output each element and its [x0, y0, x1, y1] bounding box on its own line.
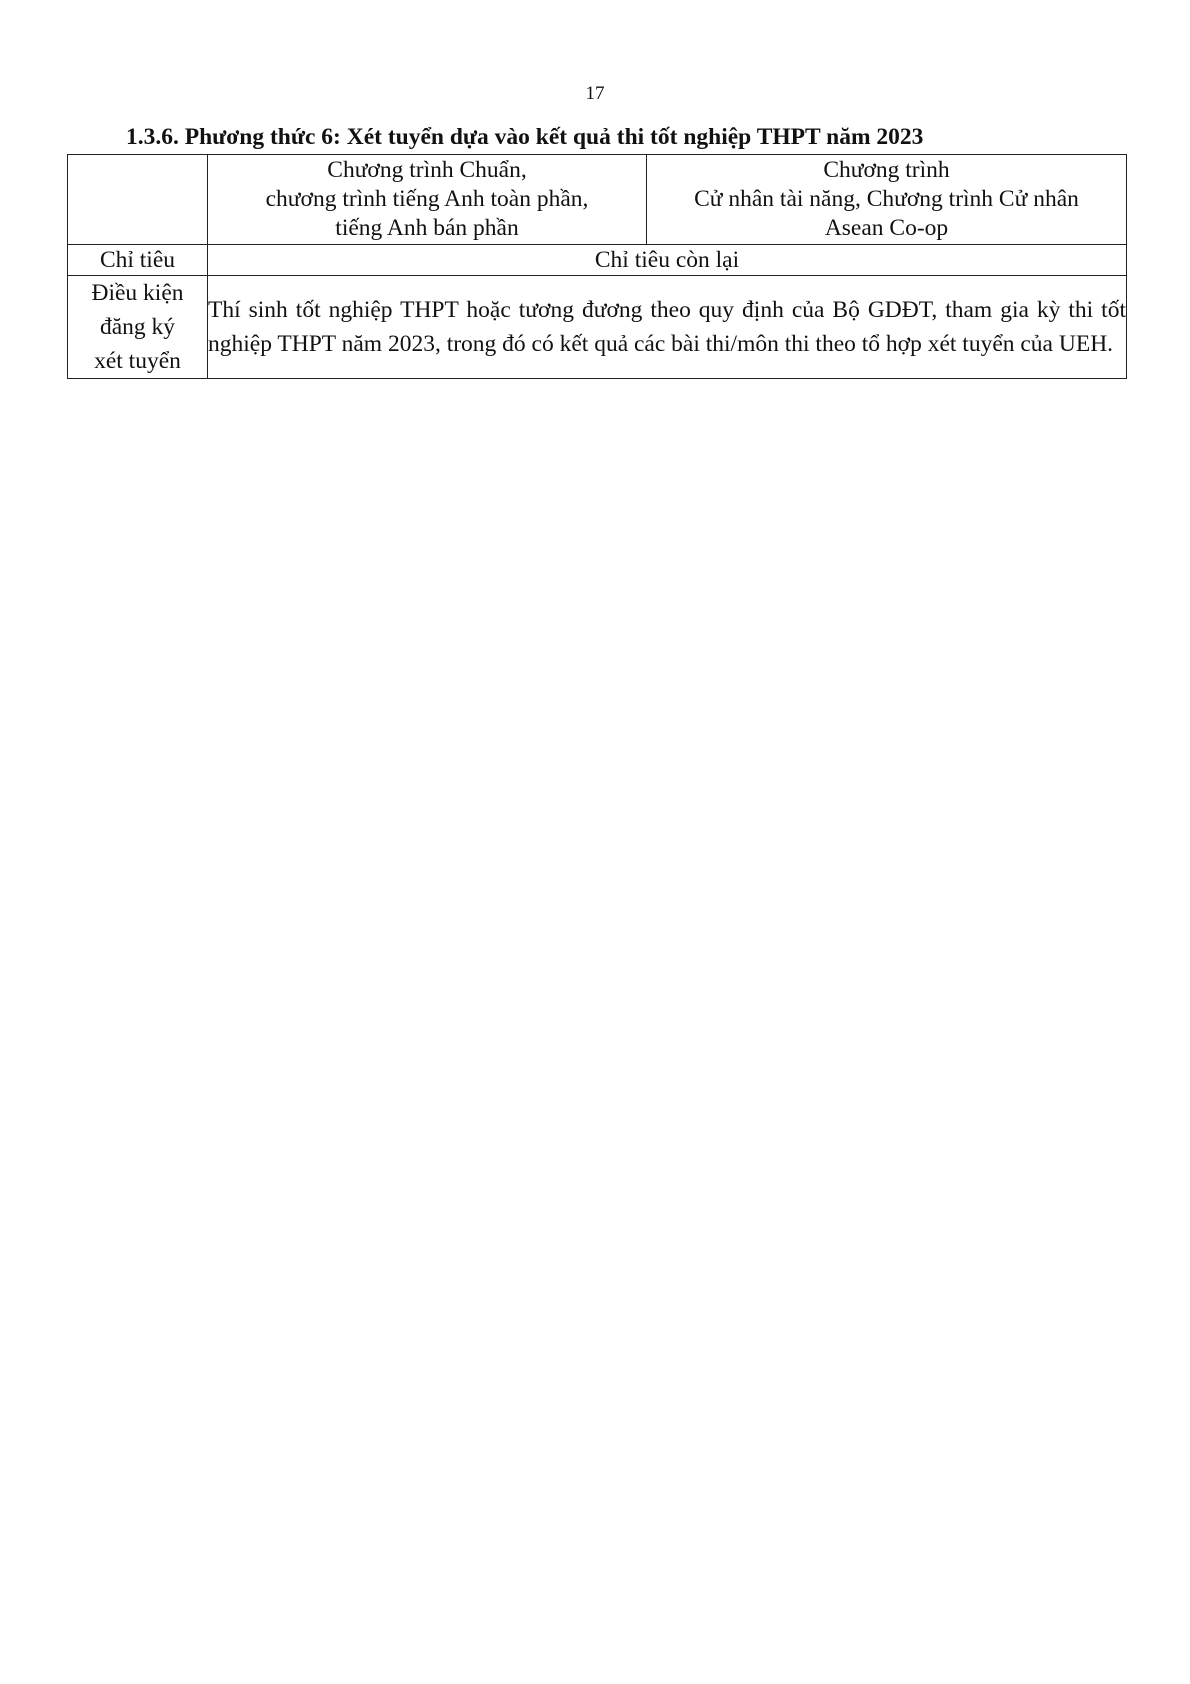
conditions-text: Thí sinh tốt nghiệp THPT hoặc tương đương theo quy định của Bộ GDĐT, tham gia kỳ thi tốt nghiệp THPT năm 2023, trong đó có kết quả các bài thi/môn thi theo tổ hợp xét tuyển của UEH. — [208, 276, 1127, 379]
section-heading: 1.3.6. Phương thức 6: Xét tuyển dựa vào kết quả thi tốt nghiệp THPT năm 2023 — [126, 124, 924, 150]
conditions-label — [68, 276, 208, 379]
quota-row — [68, 245, 1127, 276]
header-standard-line: tiếng Anh bán phần — [335, 215, 519, 241]
header-talent-line: Chương trình — [823, 157, 950, 183]
table-header-row — [68, 155, 1127, 245]
conditions-label-line: đăng ký — [99, 314, 176, 340]
header-standard-line: Chương trình Chuẩn, — [327, 157, 527, 183]
header-standard-programs — [208, 155, 647, 245]
conditions-label-line: xét tuyển — [94, 348, 181, 374]
quota-value: Chỉ tiêu còn lại — [208, 245, 1127, 276]
conditions-label-line: Điều kiện — [91, 280, 184, 306]
admission-method-table — [67, 154, 1127, 379]
page-number: 17 — [585, 83, 605, 104]
header-talent-line: Asean Co-op — [824, 215, 949, 241]
header-talent-line: Cử nhân tài năng, Chương trình Cử nhân — [694, 186, 1079, 212]
header-empty-cell — [68, 155, 208, 245]
conditions-row — [68, 276, 1127, 379]
quota-label: Chỉ tiêu — [68, 245, 208, 276]
header-standard-line: chương trình tiếng Anh toàn phần, — [265, 186, 589, 212]
header-talent-programs — [647, 155, 1127, 245]
